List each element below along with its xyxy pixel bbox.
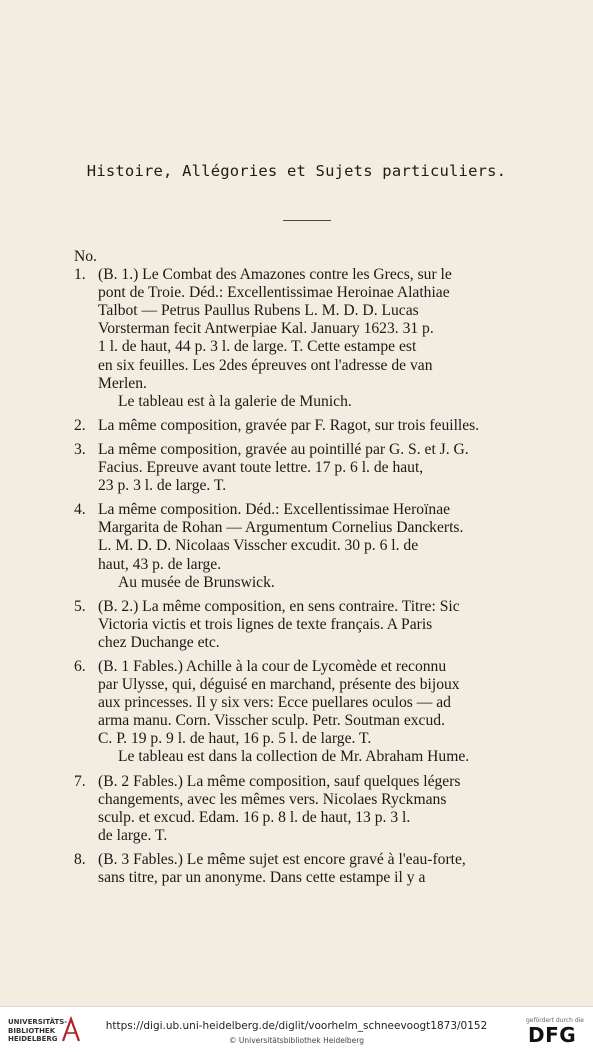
dfg-logo: DFG [528, 1023, 577, 1047]
entry-line: (B. 2 Fables.) La même composition, sauf quelques légers [98, 772, 461, 790]
entry-note: Le tableau est à la galerie de Munich. [118, 392, 352, 410]
entry-note: Au musée de Brunswick. [118, 573, 275, 591]
entry-line: La même composition, gravée au pointillé par G. S. et J. G. [98, 440, 469, 458]
entry-line: L. M. D. D. Nicolaas Visscher excudit. 30 p. 6 l. de [98, 537, 419, 555]
entry-line: de large. T. [98, 826, 168, 844]
entry-line: Facius. Epreuve avant toute lettre. 17 p. 6 l. de haut, [98, 459, 424, 477]
entry-line: 1 l. de haut, 44 p. 3 l. de large. T. Cette estampe est [98, 338, 417, 356]
entry-line: Victoria victis et trois lignes de texte français. A Paris [98, 615, 433, 633]
catalogue-text [74, 248, 549, 887]
entry-number: 1. [74, 266, 86, 284]
page-url-link[interactable]: https://digi.ub.uni-heidelberg.de/diglit/voorhelm_schneevoogt1873/0152 [105, 1020, 488, 1032]
catalogue-entry [74, 658, 549, 767]
entry-line: chez Duchange etc. [98, 633, 220, 651]
catalogue-entry [74, 851, 549, 887]
entry-number: 3. [74, 440, 86, 458]
entry-line: (B. 1 Fables.) Achille à la cour de Lycomède et reconnu [98, 657, 447, 675]
entry-line: sculp. et excud. Edam. 16 p. 8 l. de haut, 13 p. 3 l. [98, 808, 411, 826]
library-name: UNIVERSITÄTS- BIBLIOTHEK HEIDELBERG [8, 1018, 68, 1043]
entry-line: sans titre, par un anonyme. Dans cette estampe il y a [98, 869, 426, 886]
catalogue-entry [74, 773, 549, 845]
entry-line: Merlen. [98, 374, 147, 392]
entry-number: 8. [74, 850, 86, 868]
entry-line: Margarita de Rohan — Argumentum Cornelius Danckerts. [98, 519, 464, 537]
copyright-text: © Universitätsbibliothek Heidelberg [228, 1036, 364, 1045]
entry-number: 4. [74, 501, 86, 519]
entry-number: 6. [74, 657, 86, 675]
entry-line: aux princesses. Il y six vers: Ecce puellares oculos — ad [98, 694, 451, 712]
entry-line: (B. 3 Fables.) Le même sujet est encore gravé à l'eau-forte, [98, 850, 466, 868]
entry-line: haut, 43 p. de large. [98, 555, 222, 573]
entry-line: 23 p. 3 l. de large. T. [98, 477, 227, 495]
entry-line: C. P. 19 p. 9 l. de haut, 16 p. 5 l. de large. T. [98, 730, 372, 748]
entry-line: (B. 2.) La même composition, en sens contraire. Titre: Sic [98, 597, 460, 615]
entry-number: 2. [74, 416, 86, 434]
entry-line: Vorsterman fecit Antwerpiae Kal. January 1623. 31 p. [98, 320, 434, 338]
entry-line: pont de Troie. Déd.: Excellentissimae Heroinae Alathiae [98, 284, 450, 302]
viewer-footer [0, 1006, 593, 1052]
entry-line: changements, avec les mêmes vers. Nicolaes Ryckmans [98, 790, 447, 808]
entry-line: Talbot — Petrus Paullus Rubens L. M. D. D. Lucas [98, 302, 419, 320]
catalogue-entry [74, 501, 549, 591]
entry-number: 5. [74, 597, 86, 615]
funding-label: gefördert durch die [526, 1017, 584, 1024]
catalogue-entry [74, 266, 549, 411]
no-label: No. [74, 248, 97, 265]
entry-line: La même composition, gravée par F. Ragot, sur trois feuilles. [98, 416, 480, 434]
entry-line: par Ulysse, qui, déguisé en marchand, présente des bijoux [98, 676, 460, 694]
section-title: Histoire, Allégories et Sujets particuliers. [86, 162, 507, 180]
entry-line: La même composition. Déd.: Excellentissimae Heroïnae [98, 501, 451, 519]
catalogue-entry [74, 441, 549, 495]
entry-line: (B. 1.) Le Combat des Amazones contre les Grecs, sur le [98, 266, 452, 284]
entry-line: arma manu. Corn. Visscher sculp. Petr. Soutman excud. [98, 712, 445, 730]
entry-number: 7. [74, 772, 86, 790]
entry-line: en six feuilles. Les 2des épreuves ont l'adresse de van [98, 356, 433, 374]
catalogue-entry [74, 417, 549, 435]
catalogue-entry [74, 598, 549, 652]
entry-note: Le tableau est dans la collection de Mr. Abraham Hume. [118, 748, 470, 766]
title-divider [283, 220, 331, 221]
